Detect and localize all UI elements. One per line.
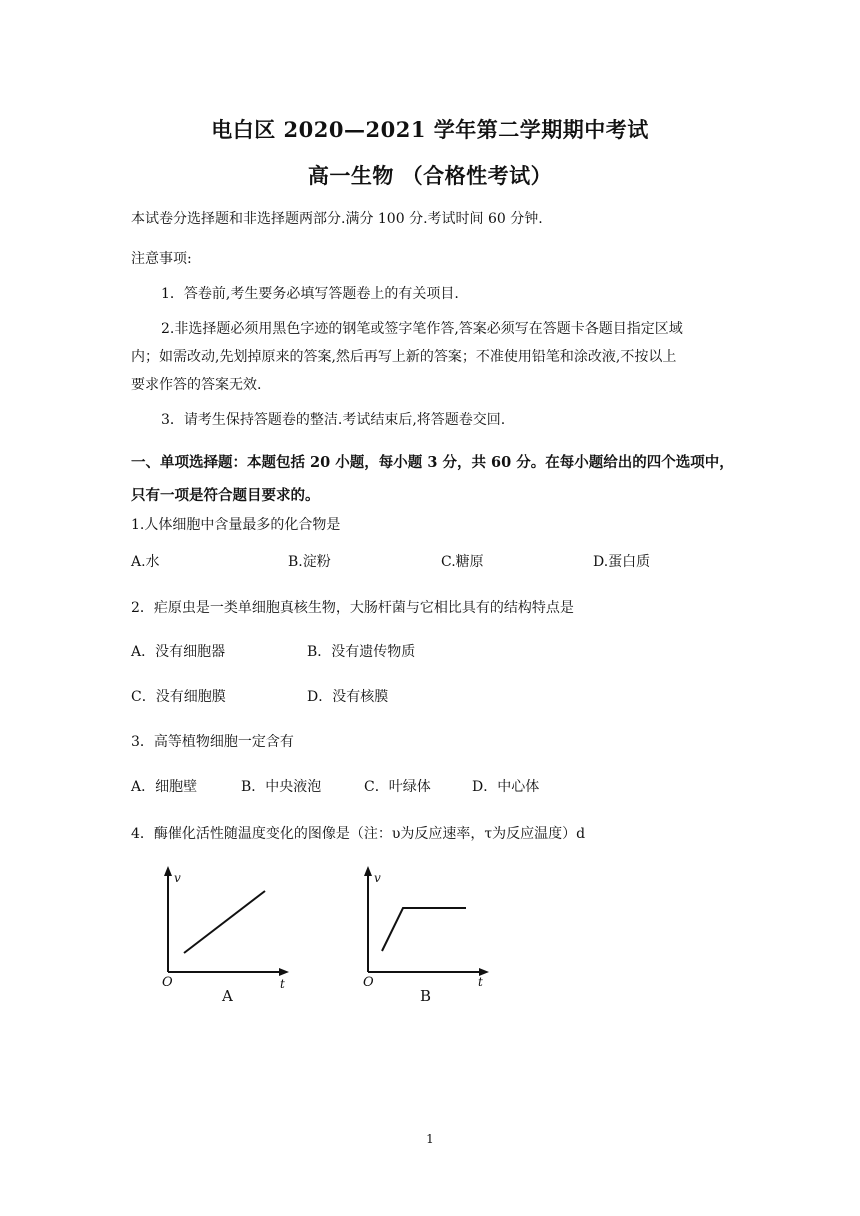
graph-b-y-arrow bbox=[364, 866, 372, 876]
question-2-option-b: B．没有遗传物质 bbox=[307, 644, 416, 660]
graph-a-x-label: t bbox=[280, 977, 285, 991]
graph-a-origin: O bbox=[162, 975, 173, 990]
graph-a-curve bbox=[184, 891, 265, 953]
question-3-option-b: B．中央液泡 bbox=[241, 779, 322, 795]
intro-text: 本试卷分选择题和非选择题两部分.满分 100 分.考试时间 60 分钟. bbox=[131, 211, 543, 227]
question-3-option-a: A．细胞壁 bbox=[131, 779, 198, 795]
section-heading-line-2: 只有一项是符合题目要求的。 bbox=[131, 487, 320, 504]
question-1-stem: 1.人体细胞中含量最多的化合物是 bbox=[131, 517, 341, 533]
graph-b-y-label: v bbox=[374, 871, 381, 885]
note-item-2-line-1: 2.非选择题必须用黑色字迹的钢笔或签字笔作答,答案必须写在答题卡各题目指定区域 bbox=[161, 321, 683, 337]
note-item-3: 3．请考生保持答题卷的整洁.考试结束后,将答题卷交回. bbox=[161, 412, 506, 428]
page-number: 1 bbox=[426, 1132, 434, 1146]
question-4-stem: 4．酶催化活性随温度变化的图像是（注：υ为反应速率，τ为反应温度）d bbox=[131, 826, 586, 842]
graph-b-origin: O bbox=[363, 975, 374, 990]
graph-a-x-arrow bbox=[279, 968, 289, 976]
note-item-2-line-2: 内；如需改动,先划掉原来的答案,然后再写上新的答案；不准使用铅笔和涂改液,不按以上 bbox=[131, 349, 677, 365]
exam-subtitle: 高一生物 （合格性考试） bbox=[307, 163, 553, 188]
question-2-stem: 2．疟原虫是一类单细胞真核生物，大肠杆菌与它相比具有的结构特点是 bbox=[131, 600, 574, 616]
question-1-option-d: D.蛋白质 bbox=[593, 554, 651, 570]
question-1-option-b: B.淀粉 bbox=[288, 554, 331, 570]
question-1-option-c: C.糖原 bbox=[441, 554, 484, 570]
notes-heading: 注意事项: bbox=[131, 251, 192, 267]
section-heading-line-1: 一、单项选择题：本题包括 20 小题，每小题 3 分，共 60 分。在每小题给出的四个选项中， bbox=[131, 454, 734, 471]
question-2-option-c: C．没有细胞膜 bbox=[131, 689, 226, 705]
graph-a bbox=[150, 862, 300, 1012]
question-3-option-c: C．叶绿体 bbox=[364, 779, 431, 795]
graph-b-x-label: t bbox=[478, 975, 483, 989]
question-3-option-d: D．中心体 bbox=[472, 779, 540, 795]
note-item-1: 1．答卷前,考生要务必填写答题卷上的有关项目. bbox=[161, 286, 459, 302]
graph-b-curve bbox=[382, 908, 466, 951]
graph-a-y-label: v bbox=[174, 871, 181, 885]
question-1-option-a: A.水 bbox=[131, 554, 160, 570]
exam-title: 电白区 2020—2021 学年第二学期期中考试 bbox=[211, 117, 649, 142]
graph-b-caption: B bbox=[420, 987, 432, 1005]
graph-a-caption: A bbox=[222, 987, 233, 1005]
question-3-stem: 3．高等植物细胞一定含有 bbox=[131, 734, 294, 750]
graph-a-y-arrow bbox=[164, 866, 172, 876]
graph-b bbox=[348, 862, 498, 1012]
question-2-option-d: D．没有核膜 bbox=[307, 689, 389, 705]
question-2-option-a: A．没有细胞器 bbox=[131, 644, 226, 660]
note-item-2-line-3: 要求作答的答案无效. bbox=[131, 377, 262, 393]
